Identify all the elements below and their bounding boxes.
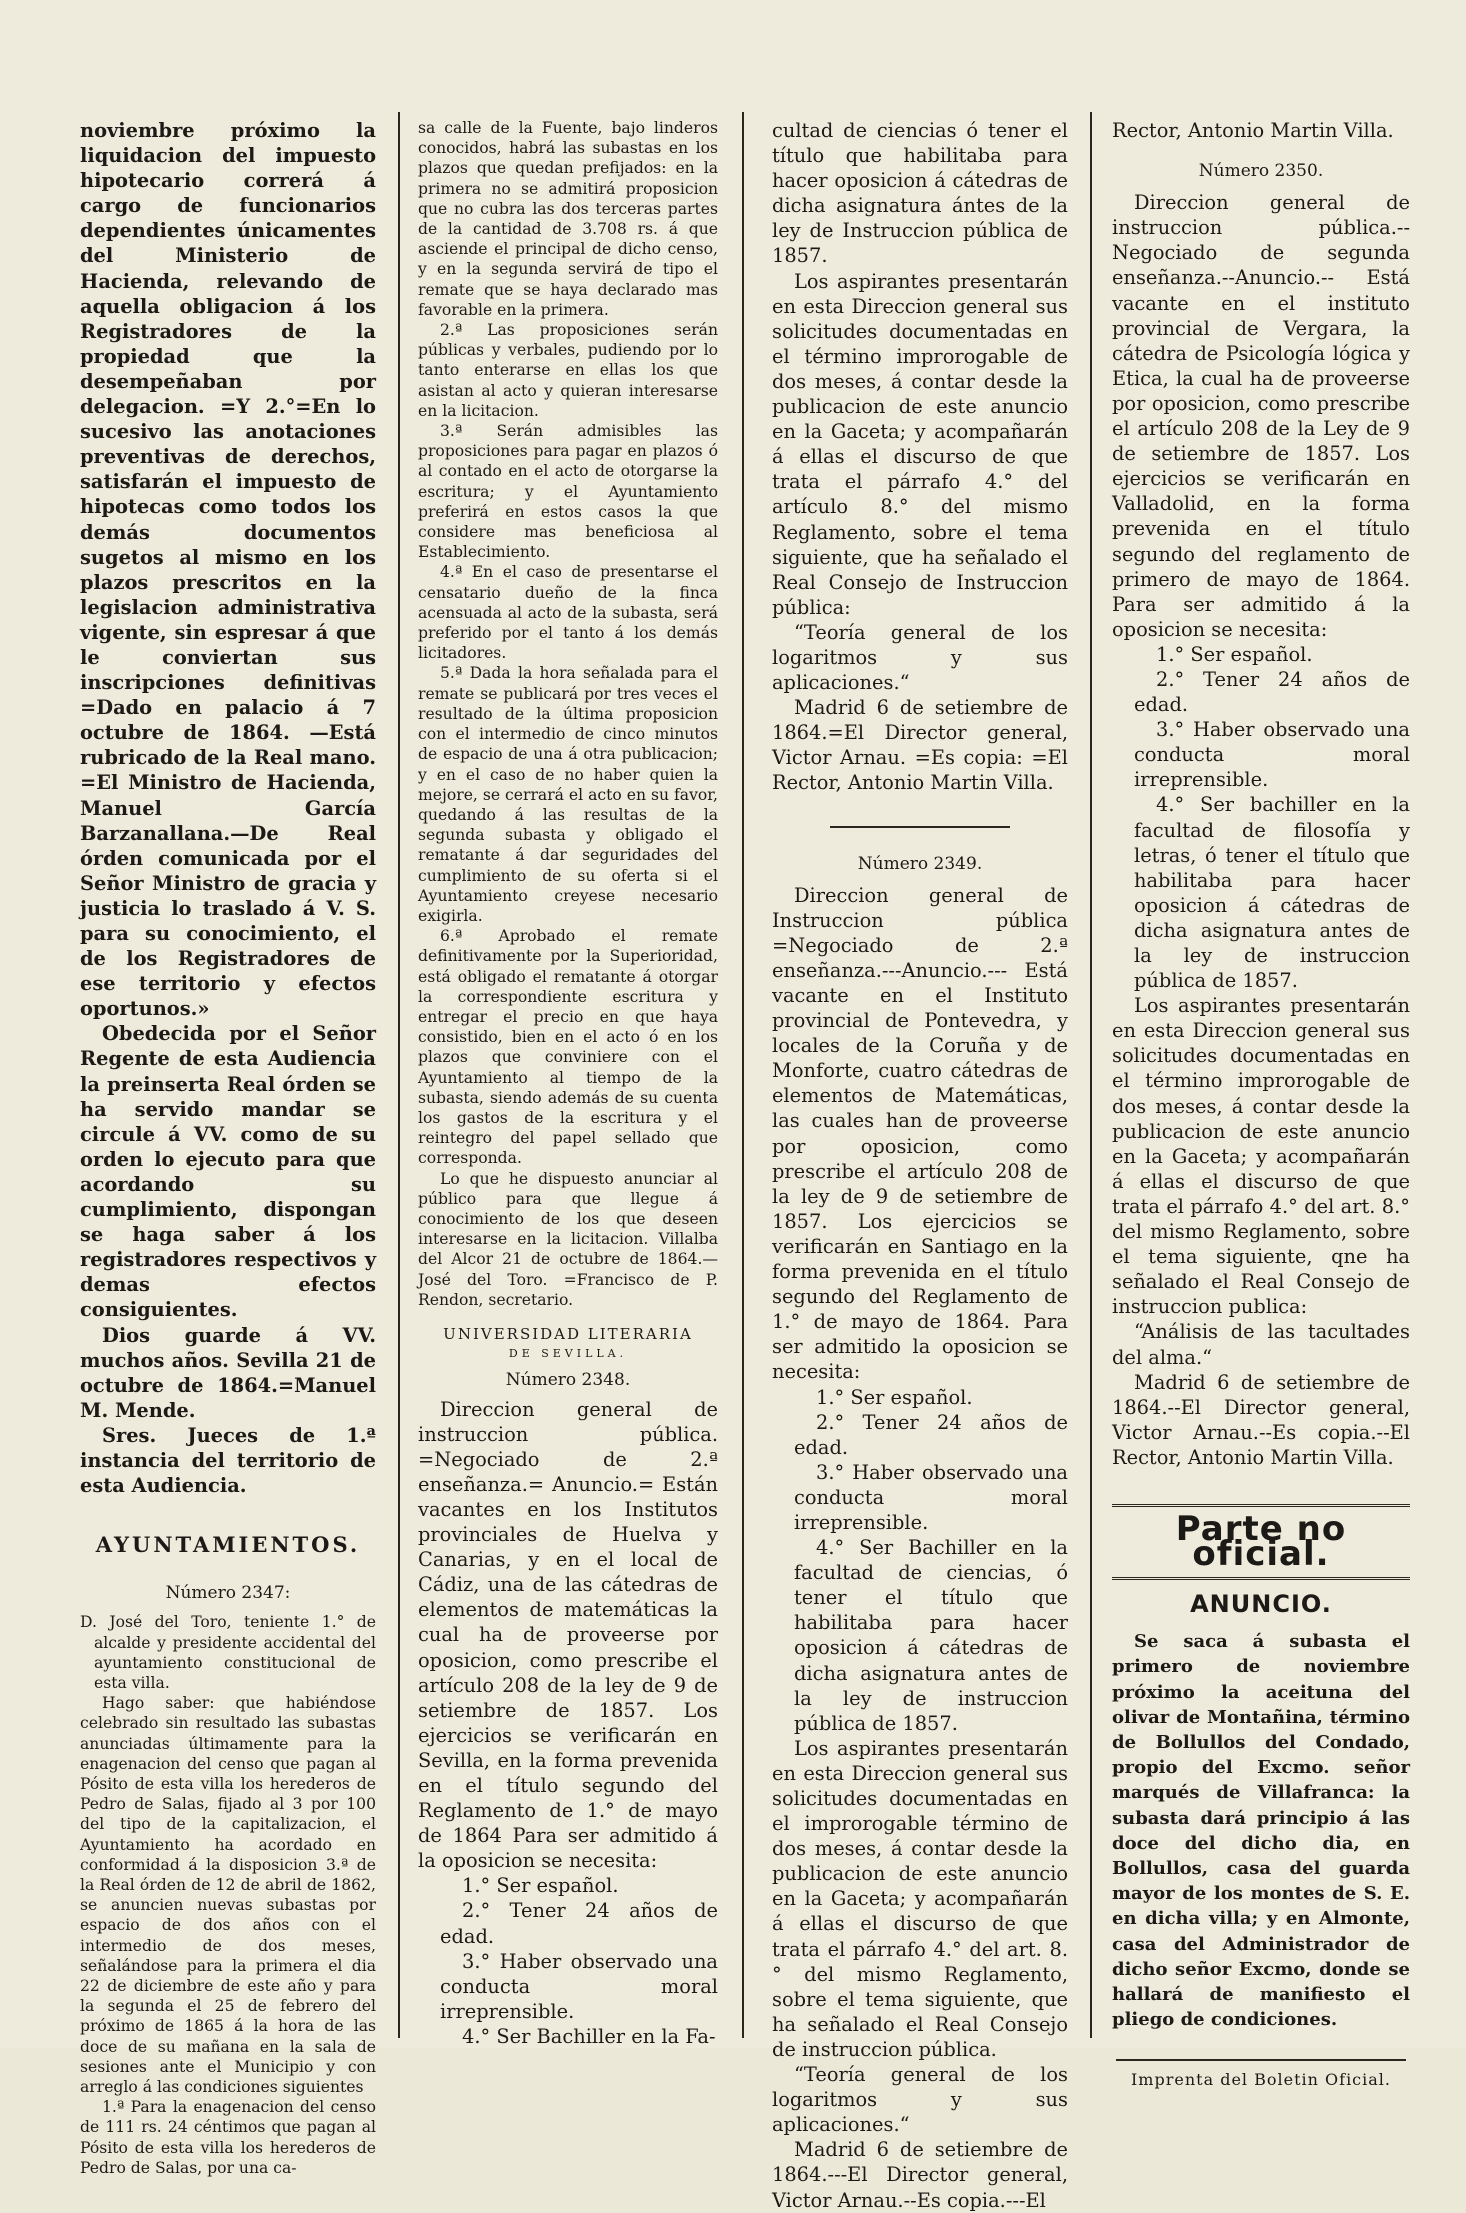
column-rule xyxy=(1090,112,1092,2038)
paragraph: Hago saber: que habiéndose celebrado sin resultado las subastas anunciadas últimamente para la enagenacion del censo que pagan al Pósito de esta villa los herederos de Pedro de Salas, fijado al 3 por 100 del tipo de la capitalizacion, el Ayuntamiento ha acordado en conformidad á la disposicion 3.ª de la Real órden de 12 de abril de 1862, se anuncien nuevas subastas por espacio de dos años con el intermedio de dos meses, señalándose para la primera el dia 22 de diciembre de este año y para la segunda el 25 de febrero del próximo de 1865 á la hora de las doce de su mañana en la sala de sesiones ante el Municipio y con arreglo á las condiciones siguientes xyxy=(80,1694,376,2097)
paragraph: Dios guarde á VV. muchos años. Sevilla 21 de octubre de 1864.=Manuel M. Mende. xyxy=(80,1323,376,1422)
list-item: 4.° Ser Bachiller en la facultad de ciencias, ó tener el título que habilitaba para hacer oposicion á cátedras de dicha asignatura antes de la ley de instruccion pública de 1857. xyxy=(794,1536,1068,1735)
paragraph: sa calle de la Fuente, bajo linderos conocidos, habrá las subastas en los plazos que quedan prefijados: en la primera no se admitirá proposicion que no cubra las dos terceras partes de la cantidad de 3.708 rs. á que asciende el principal de dicho censo, y en la segunda servirá de tipo el remate que se haya declarado mas favorable en la primera. xyxy=(418,119,718,319)
section-heading-ayuntamientos: AYUNTAMIENTOS. xyxy=(95,1532,361,1558)
paragraph: noviembre próximo la liquidacion del impuesto hipotecario correrá á cargo de funcionarios dependientes únicamentes del Ministerio de Hacienda, relevando de aquella obligacion á los Registradores de la propiedad que la desempeñaban por delegacion. =Y 2.°=En lo sucesivo las anotaciones preventivas de derechos, satisfarán el impuesto de hipotecas como todos los demás documentos sugetos al mismo en los plazos prescritos en la legislacion administrativa vigente, sin espresar á que le conviertan sus inscripciones definitivas =Dado en palacio á 7 octubre de 1864. —Está rubricado de la Real mano. =El Ministro de Hacienda, Manuel García Barzanallana.—De Real órden comunicada por el Señor Ministro de gracia y justicia lo traslado á V. S. para su conocimiento, el de los Registradores de ese territorio y efectos oportunos.» xyxy=(80,119,376,1021)
list-item: 1.° Ser español. xyxy=(1156,642,1313,666)
paragraph: “Teoría general de los logaritmos y sus aplicaciones.“ xyxy=(772,620,1068,695)
list-item: 1.° Ser español. xyxy=(816,1385,973,1409)
column-rule xyxy=(398,112,400,2038)
anuncio-heading: ANUNCIO. xyxy=(1190,1590,1332,1619)
column-2 xyxy=(418,118,718,2049)
list-item: 3.° Haber observado una conducta moral irreprensible. xyxy=(794,1460,1068,1534)
paragraph: Los aspirantes presentarán en esta Direccion general sus solicitudes documentadas en el término improrogable de dos meses, á contar desde la publicacion de este anuncio en la Gaceta; y acompañarán á ellas el discurso de que trata el párrafo 4.° del art. 8.° del mismo Reglamento, sobre el tema siguiente, qne ha señalado el Real Consejo de instruccion publica: xyxy=(1112,994,1410,1319)
paragraph: Obedecida por el Señor Regente de esta Audiencia la preinserta Real órden se ha servido mandar se circule á VV. como de su orden lo ejecuto para que acordando su cumplimiento, dispongan se haga saber á los registradores respectivos y demas efectos consiguientes. xyxy=(80,1022,376,1322)
university-subheading: DE SEVILLA. xyxy=(508,1347,628,1361)
column-1 xyxy=(80,118,376,2178)
notice-number: Número 2349. xyxy=(857,853,983,874)
list-item: 2.° Tener 24 años de edad. xyxy=(794,1410,1068,1459)
paragraph: 4.ª En el caso de presentarse el censatario dueño de la finca acensuada al acto de la subasta, será preferido por el tanto á los demás licitadores. xyxy=(418,563,718,663)
paragraph: 5.ª Dada la hora señalada para el remate se publicará por tres veces el resultado de la última proposicion con el intermedio de cinco minutos de espacio de una á otra publicacion; y en el caso de no haber quien la mejore, se cerrará el acto en su favor, quedando á las resultas de la segunda subasta y obligado el rematante á dar seguridades del cumplimiento de su oferta si el Ayuntamiento creyese necesario exigirla. xyxy=(418,664,718,925)
paragraph: cultad de ciencias ó tener el título que habilitaba para hacer oposicion á cátedras de dicha asignatura ántes de la ley de Instruccion pública de 1857. xyxy=(772,119,1068,268)
paragraph: Madrid 6 de setiembre de 1864.--El Director general, Victor Arnau.--Es copia.--El Rector, Antonio Martin Villa. xyxy=(1112,1370,1410,1469)
list-item: 2.° Tener 24 años de edad. xyxy=(1134,667,1410,717)
paragraph: 1.ª Para la enagenacion del censo de 111 rs. 24 céntimos que pagan al Pósito de esta villa los herederos de Pedro de Salas, por una ca- xyxy=(80,2098,376,2177)
university-heading: UNIVERSIDAD LITERARIA xyxy=(443,1324,693,1343)
notice-body xyxy=(418,1397,718,2049)
paragraph: Madrid 6 de setiembre de 1864.=El Director general, Victor Arnau. =Es copia: =El Rector, Antonio Martin Villa. xyxy=(772,696,1068,795)
list-item: 1.° Ser español. xyxy=(462,1874,619,1898)
list-item: 3.° Haber observado una conducta moral irreprensible. xyxy=(1134,718,1410,792)
paragraph: Rector, Antonio Martin Villa. xyxy=(1112,119,1394,142)
column-4 xyxy=(1112,118,1410,2092)
paragraph: “Análisis de las tacultades del alma.“ xyxy=(1112,1320,1410,1369)
notice-number: Número 2348. xyxy=(505,1370,631,1391)
anuncio-text: Se saca á subasta el primero de noviembre próximo la aceituna del olivar de Montañina, término de Bollullos del Condado, propio del Excmo. señor marqués de Villafranca: la subasta dará principio á las doce del dicho dia, en Bollullos, casa del guarda mayor de los montes de S. E. en dicha villa; y en Almonte, casa del Administrador de dicho señor Excmo, donde se hallará de manifiesto el pliego de condiciones. xyxy=(1112,1631,1410,2031)
divider xyxy=(830,826,1010,828)
notice-number: Número 2350. xyxy=(1198,161,1324,182)
paragraph: Direccion general de Instruccion pública =Negociado de 2.ª enseñanza.---Anuncio.--- Está vacante en el Instituto provincial de Pontevedra, y locales de la Coruña y de Monforte, cuatro cátedras de elementos de Matemáticas, las cuales han de proveerse por oposicion, como prescribe el artículo 208 de la ley de 9 de setiembre de 1857. Los ejercicios se verificarán en Santiago en la forma prevenida en el título segundo del Reglamento de 1.° de mayo de 1864. Para ser admitido la oposicion se necesita: xyxy=(772,883,1068,1384)
paragraph: Direccion general de instruccion pública. =Negociado de 2.ª enseñanza.= Anuncio.= Están vacantes en los Institutos provinciales de Huelva y Canarias, y en el local de Cádiz, una de las cátedras de elementos de matemáticas la cual ha de proveerse por oposicion, como prescribe el artículo 208 de la ley de 9 de setiembre de 1857. Los ejercicios se verificarán en Sevilla, en la forma prevenida en el título segundo del Reglamento de 1.° de mayo de 1864 Para ser admitido á la oposicion se necesita: xyxy=(418,1397,718,1873)
list-item: 2.° Tener 24 años de edad. xyxy=(440,1899,718,1948)
paragraph: Los aspirantes presentarán en esta Direccion general sus solicitudes documentadas en el improrogable término de dos meses, á contar desde la publicacion de este anuncio en la Gaceta; y acompañarán á ellas el discurso de que trata el párrafo 4.° del art. 8.° del mismo Reglamento, sobre el tema siguiente, que ha señalado el Real Consejo de instruccion pública. xyxy=(772,1736,1068,2061)
section-heading-parte-no-oficial: Parte no oficial. xyxy=(1112,1504,1410,1580)
imprint-line: Imprenta del Boletin Oficial. xyxy=(1130,2069,1391,2089)
paragraph: Lo que he dispuesto anunciar al público para que llegue á conocimiento de los que deseen interesarse en la licitacion. Villalba del Alcor 21 de octubre de 1864.—José del Toro. =Francisco de P. Rendon, secretario. xyxy=(418,1169,718,1309)
paragraph: Direccion general de instruccion pública.--Negociado de segunda enseñanza.--Anuncio.-- Está vacante en el instituto provincial de Vergara, la cátedra de Psicología lógica y Etica, la cual ha de proveerse por oposicion, como prescribe el artículo 208 de la Ley de 9 de setiembre de 1857. Los ejercicios se verificarán en Valladolid, en la forma prevenida en el título segundo del reglamento de primero de mayo de 1864. Para ser admitido á la oposicion se necesita: xyxy=(1112,191,1410,641)
column-3 xyxy=(772,118,1068,2213)
paragraph: 3.ª Serán admisibles las proposiciones para pagar en plazos ó al contado en el acto de otorgarse la escritura; y el Ayuntamiento preferirá en estos casos la que considere mas beneficiosa al Establecimiento. xyxy=(418,422,718,562)
paragraph: D. José del Toro, teniente 1.° de alcalde y presidente accidental del ayuntamiento constitucional de esta villa. xyxy=(80,1613,376,1692)
notice-body xyxy=(80,1612,376,2178)
paragraph: Los aspirantes presentarán en esta Direccion general sus solicitudes documentadas en el término improrogable de dos meses, á contar desde la publicacion de este anuncio en la Gaceta; y acompañarán á ellas el discurso de que trata el párrafo 4.° del artículo 8.° del mismo Reglamento, sobre el tema siguiente, que ha señalado el Real Consejo de Instruccion pública: xyxy=(772,269,1068,619)
paragraph: “Teoría general de los logaritmos y sus aplicaciones.“ xyxy=(772,2063,1068,2137)
list-item: 3.° Haber observado una conducta moral irreprensible. xyxy=(440,1949,718,2023)
list-item: 4.° Ser bachiller en la facultad de filosofía y letras, ó tener el título que habilitaba para hacer oposicion á cátedras de dicha asignatura antes de la ley de instruccion pública de 1857. xyxy=(1134,793,1410,993)
column-rule xyxy=(742,112,744,2038)
paragraph: Madrid 6 de setiembre de 1864.---El Director general, Victor Arnau.--Es copia.---El xyxy=(772,2138,1068,2212)
divider xyxy=(1116,2059,1406,2061)
list-item: 4.° Ser Bachiller en la Fa- xyxy=(462,2024,716,2048)
paragraph: 2.ª Las proposiciones serán públicas y verbales, pudiendo por lo tanto enterarse en ellas los que asistan al acto y quieran interesarse en la licitacion. xyxy=(418,321,718,420)
notice-number: Número 2347: xyxy=(165,1583,291,1604)
paragraph: 6.ª Aprobado el remate definitivamente por la Superioridad, está obligado el rematante á otorgar la correspondiente escritura y entregar el precio en que haya consistido, bien en el acto ó en los plazos que conviniere con el Ayuntamiento al tiempo de la subasta, siendo además de su cuenta los gastos de la escritura y el reintegro del papel sellado que corresponda. xyxy=(418,927,718,1168)
paragraph: Sres. Jueces de 1.ª instancia del territorio de esta Audiencia. xyxy=(80,1423,376,1498)
